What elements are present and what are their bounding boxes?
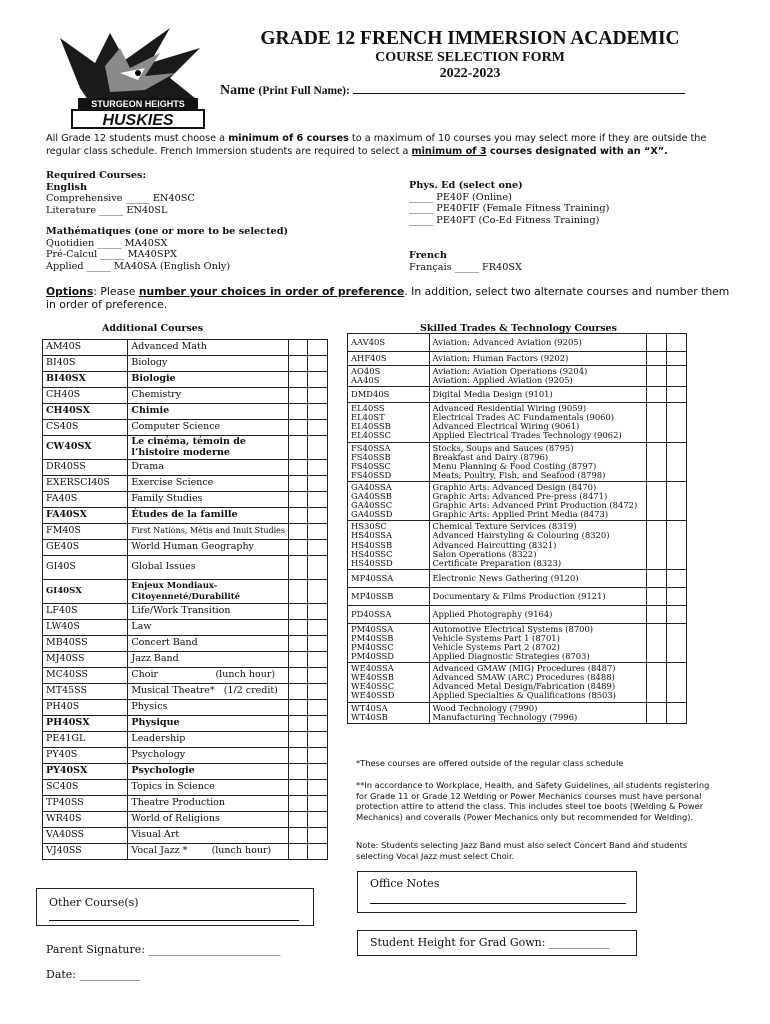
alternate-cell[interactable] — [667, 387, 687, 403]
course-name: Automotive Electrical Systems (8700) Vehicle Systems Part 1 (8701) Vehicle Systems Part 2 (8702) Applied Diagnostic Strategies (8703) — [429, 623, 647, 662]
alternate-cell[interactable] — [308, 388, 328, 404]
choice-cell[interactable] — [289, 340, 308, 356]
huskies-logo — [50, 18, 220, 130]
alternate-cell[interactable] — [308, 716, 328, 732]
table-row — [348, 521, 687, 569]
alternate-cell[interactable] — [308, 404, 328, 420]
form-subtitle: COURSE SELECTION FORM — [375, 50, 565, 65]
course-name: Family Studies — [128, 492, 289, 508]
alternate-cell[interactable] — [308, 620, 328, 636]
svg-text:HUSKIES: HUSKIES — [102, 112, 174, 129]
course-name: Aviation: Advanced Aviation (9205) — [429, 334, 647, 352]
table-row — [43, 404, 328, 420]
name-row — [220, 82, 685, 99]
alternate-cell[interactable] — [308, 540, 328, 556]
course-name: Law — [128, 620, 289, 636]
table-row — [43, 540, 328, 556]
alternate-cell[interactable] — [667, 623, 687, 662]
course-name: Psychologie — [128, 764, 289, 780]
table-row — [348, 387, 687, 403]
alternate-cell[interactable] — [308, 492, 328, 508]
math-option[interactable]: Quotidien _____ MA40SX — [46, 237, 168, 249]
alternate-cell[interactable] — [308, 796, 328, 812]
course-code: PH40S — [43, 700, 128, 716]
table-row — [43, 844, 328, 860]
math-option[interactable]: Pré-Calcul _____ MA40SPX — [46, 249, 177, 260]
choice-cell[interactable] — [289, 700, 308, 716]
table-row — [43, 524, 328, 540]
choice-cell[interactable] — [289, 556, 308, 580]
course-code: GI40SX — [43, 580, 128, 604]
course-name: Topics in Science — [128, 780, 289, 796]
choice-cell[interactable] — [289, 404, 308, 420]
course-name: Physics — [128, 700, 289, 716]
table-row — [43, 460, 328, 476]
student-height-box[interactable] — [357, 930, 637, 956]
english-option[interactable]: Comprehensive _____ EN40SC — [46, 193, 195, 204]
table-row — [348, 334, 687, 352]
course-code: LW40S — [43, 620, 128, 636]
alternate-cell[interactable] — [667, 334, 687, 352]
course-code: EL40SS EL40ST EL40SSB EL40SSC — [348, 403, 430, 442]
required-english: Required Courses: English Comprehensive _____ EN40SC Literature _____ EN40SL — [46, 170, 195, 216]
course-code: PD40SSA — [348, 605, 430, 623]
course-code: CS40S — [43, 420, 128, 436]
choice-cell[interactable] — [289, 476, 308, 492]
parent-signature-field[interactable]: Parent Signature: ________________________ — [46, 943, 281, 956]
table-row — [43, 492, 328, 508]
course-code: MJ40SS — [43, 652, 128, 668]
choice-cell[interactable] — [647, 442, 667, 481]
course-code: GI40S — [43, 556, 128, 580]
alternate-cell[interactable] — [308, 812, 328, 828]
alternate-cell[interactable] — [308, 476, 328, 492]
course-code: BI40SX — [43, 372, 128, 388]
choice-cell[interactable] — [289, 780, 308, 796]
table-row — [43, 716, 328, 732]
course-code: MP40SSB — [348, 587, 430, 605]
course-code: CW40SX — [43, 436, 128, 460]
course-name: World of Religions — [128, 812, 289, 828]
french-block: French Français _____ FR40SX — [409, 250, 522, 273]
course-code: WR40S — [43, 812, 128, 828]
alternate-cell[interactable] — [308, 372, 328, 388]
course-code: AHF40S — [348, 352, 430, 366]
course-name: Vocal Jazz * (lunch hour) — [128, 844, 289, 860]
course-name: Applied Photography (9164) — [429, 605, 647, 623]
choice-cell[interactable] — [289, 540, 308, 556]
alternate-cell[interactable] — [308, 356, 328, 372]
alternate-cell[interactable] — [667, 481, 687, 520]
course-name: Le cinéma, témoin de l’histoire moderne — [128, 436, 289, 460]
course-code: FA40S — [43, 492, 128, 508]
choice-cell[interactable] — [289, 508, 308, 524]
course-code: MP40SSA — [348, 569, 430, 587]
choice-cell[interactable] — [289, 828, 308, 844]
course-name: Chemical Texture Services (8319) Advanced Hairstyling & Colouring (8320) Advanced Haircutting (8321) Salon Operations (8322) Certificate Preparation (8323) — [429, 521, 647, 569]
choice-cell[interactable] — [289, 436, 308, 460]
table-row — [348, 352, 687, 366]
choice-cell[interactable] — [647, 623, 667, 662]
table-row — [348, 702, 687, 723]
course-code: AO40S AA40S — [348, 366, 430, 387]
office-notes-line[interactable] — [370, 903, 626, 904]
course-name: Advanced Residential Wiring (9059) Electrical Trades AC Fundamentals (9060) Advanced Electrical Wiring (9061) Applied Electrical Trades Technology (9062) — [429, 403, 647, 442]
other-courses-label: Other Course(s) — [49, 896, 139, 909]
form-title: GRADE 12 FRENCH IMMERSION ACADEMIC — [260, 28, 680, 49]
table-row — [43, 580, 328, 604]
choice-cell[interactable] — [289, 844, 308, 860]
office-notes-box — [357, 871, 637, 913]
course-name: Visual Art — [128, 828, 289, 844]
course-code: FA40SX — [43, 508, 128, 524]
table-row — [348, 605, 687, 623]
school-year: 2022-2023 — [439, 66, 501, 81]
table-row — [348, 623, 687, 662]
table-row — [348, 587, 687, 605]
alternate-cell[interactable] — [308, 636, 328, 652]
table-row — [43, 476, 328, 492]
note-outside-schedule: *These courses are offered outside of the regular class schedule — [356, 758, 624, 768]
course-name: Biology — [128, 356, 289, 372]
table-row — [43, 668, 328, 684]
alternate-cell[interactable] — [308, 732, 328, 748]
table-row — [348, 366, 687, 387]
course-code: WT40SA WT40SB — [348, 702, 430, 723]
table-row — [43, 812, 328, 828]
table-row — [43, 828, 328, 844]
table-row — [43, 780, 328, 796]
table-row — [43, 764, 328, 780]
choice-cell[interactable] — [289, 580, 308, 604]
course-code: PY40S — [43, 748, 128, 764]
alternate-cell[interactable] — [667, 442, 687, 481]
svg-text:STURGEON HEIGHTS: STURGEON HEIGHTS — [91, 99, 185, 109]
course-code: GA40SSA GA40SSB GA40SSC GA40SSD — [348, 481, 430, 520]
course-name: World Human Geography — [128, 540, 289, 556]
math-block: Mathématiques (one or more to be selected) Quotidien _____ MA40SX Pré-Calcul _____ MA40SPX Applied _____ MA40SA (English Only) — [46, 226, 289, 272]
course-code: PE41GL — [43, 732, 128, 748]
alternate-cell[interactable] — [308, 652, 328, 668]
table-row — [43, 748, 328, 764]
choice-cell[interactable] — [647, 521, 667, 569]
choice-cell[interactable] — [289, 372, 308, 388]
table-row — [43, 620, 328, 636]
additional-courses-table — [42, 339, 328, 860]
table-row — [43, 340, 328, 356]
course-code: TP40SS — [43, 796, 128, 812]
alternate-cell[interactable] — [308, 436, 328, 460]
note-band-choir: Note: Students selecting Jazz Band must also select Concert Band and students selecting Vocal Jazz must select Choir. — [356, 840, 688, 861]
alternate-cell[interactable] — [308, 580, 328, 604]
course-code: DR40SS — [43, 460, 128, 476]
course-code: EXERSCI40S — [43, 476, 128, 492]
alternate-cell[interactable] — [667, 521, 687, 569]
course-name: Computer Science — [128, 420, 289, 436]
table-row — [348, 569, 687, 587]
course-name: Stocks, Soups and Sauces (8795) Breakfast and Dairy (8796) Menu Planning & Food Costing (8797) Meats, Poultry, Fish, and Seafood (8798) — [429, 442, 647, 481]
course-code: AAV40S — [348, 334, 430, 352]
table-row — [43, 556, 328, 580]
alternate-cell[interactable] — [667, 569, 687, 587]
course-name: Advanced Math — [128, 340, 289, 356]
course-name: Chimie — [128, 404, 289, 420]
course-name: Choir (lunch hour) — [128, 668, 289, 684]
table-row — [43, 732, 328, 748]
choice-cell[interactable] — [289, 716, 308, 732]
alternate-cell[interactable] — [667, 366, 687, 387]
course-code: VA40SS — [43, 828, 128, 844]
choice-cell[interactable] — [289, 764, 308, 780]
alternate-cell[interactable] — [308, 460, 328, 476]
table-row — [43, 436, 328, 460]
choice-cell[interactable] — [289, 652, 308, 668]
choice-cell[interactable] — [289, 604, 308, 620]
choice-cell[interactable] — [647, 334, 667, 352]
alternate-cell[interactable] — [308, 340, 328, 356]
course-name: Musical Theatre* (1/2 credit) — [128, 684, 289, 700]
choice-cell[interactable] — [647, 605, 667, 623]
choice-cell[interactable] — [289, 356, 308, 372]
note-safety: **In accordance to Workplace, Health, and Safety Guidelines, all students registering for Grade 11 or Grade 12 Welding or Power Mechanics courses must have personal protection attire to attend the class. This includes steel toe boots (Welding & Power Mechanics) and coveralls (Power Mechanics only but recommended for Welding). — [356, 780, 710, 822]
choice-cell[interactable] — [647, 569, 667, 587]
choice-cell[interactable] — [289, 668, 308, 684]
course-name: Life/Work Transition — [128, 604, 289, 620]
course-code: CH40SX — [43, 404, 128, 420]
choice-cell[interactable] — [647, 587, 667, 605]
course-code: MC40SS — [43, 668, 128, 684]
alternate-cell[interactable] — [308, 764, 328, 780]
course-name: Theatre Production — [128, 796, 289, 812]
skilled-trades-heading: Skilled Trades & Technology Courses — [420, 323, 617, 334]
alternate-cell[interactable] — [308, 604, 328, 620]
course-code: BI40S — [43, 356, 128, 372]
name-field[interactable] — [353, 82, 685, 94]
alternate-cell[interactable] — [308, 828, 328, 844]
course-code: PY40SX — [43, 764, 128, 780]
phys-option[interactable]: _____ PE40F (Online) — [409, 191, 512, 203]
table-row — [43, 636, 328, 652]
table-row — [43, 700, 328, 716]
table-row — [43, 372, 328, 388]
table-row — [43, 356, 328, 372]
choice-cell[interactable] — [289, 748, 308, 764]
choice-cell[interactable] — [647, 352, 667, 366]
choice-cell[interactable] — [289, 492, 308, 508]
table-row — [348, 481, 687, 520]
table-row — [43, 420, 328, 436]
course-name: Aviation: Human Factors (9202) — [429, 352, 647, 366]
phys-option[interactable]: _____ PE40FT (Co-Ed Fitness Training) — [409, 214, 600, 226]
course-name: Chemistry — [128, 388, 289, 404]
course-code: HS30SC HS40SSA HS40SSB HS40SSC HS40SSD — [348, 521, 430, 569]
choice-cell[interactable] — [647, 387, 667, 403]
course-code: WE40SSA WE40SSB WE40SSC WE40SSD — [348, 663, 430, 702]
course-name: Physique — [128, 716, 289, 732]
choice-cell[interactable] — [289, 732, 308, 748]
course-code: AM40S — [43, 340, 128, 356]
table-row — [348, 403, 687, 442]
table-row — [43, 796, 328, 812]
alternate-cell[interactable] — [308, 780, 328, 796]
course-code: CH40S — [43, 388, 128, 404]
alternate-cell[interactable] — [308, 844, 328, 860]
course-name: Global Issues — [128, 556, 289, 580]
english-option[interactable]: Literature _____ EN40SL — [46, 204, 168, 216]
course-code: PH40SX — [43, 716, 128, 732]
course-code: FS40SSA FS40SSB FS40SSC FS40SSD — [348, 442, 430, 481]
alternate-cell[interactable] — [667, 403, 687, 442]
alternate-cell[interactable] — [308, 668, 328, 684]
course-name: Advanced GMAW (MIG) Procedures (8487) Advanced SMAW (ARC) Procedures (8488) Advanced Metal Design/Fabrication (8489) Applied Specialties & Qualifications (8503) — [429, 663, 647, 702]
skilled-trades-table — [347, 333, 687, 724]
course-name: Leadership — [128, 732, 289, 748]
office-notes-label: Office Notes — [370, 877, 440, 890]
choice-cell[interactable] — [289, 812, 308, 828]
course-name: Psychology — [128, 748, 289, 764]
name-hint: (Print Full Name): — [258, 85, 350, 97]
choice-cell[interactable] — [289, 388, 308, 404]
course-code: DMD40S — [348, 387, 430, 403]
course-code: MB40SS — [43, 636, 128, 652]
choice-cell[interactable] — [289, 796, 308, 812]
other-courses-line[interactable] — [49, 920, 299, 921]
alternate-cell[interactable] — [667, 587, 687, 605]
choice-cell[interactable] — [289, 636, 308, 652]
phys-ed-block: Phys. Ed (select one) _____ PE40F (Online) _____ PE40FIF (Female Fitness Training) _____ PE40FT (Co-Ed Fitness Training) — [409, 180, 610, 226]
table-row — [43, 604, 328, 620]
choice-cell[interactable] — [289, 524, 308, 540]
alternate-cell[interactable] — [308, 508, 328, 524]
course-name: Études de la famille — [128, 508, 289, 524]
course-code: GE40S — [43, 540, 128, 556]
course-code: LF40S — [43, 604, 128, 620]
course-name: Enjeux Mondiaux- Citoyenneté/Durabilité — [128, 580, 289, 604]
course-name: Digital Media Design (9101) — [429, 387, 647, 403]
course-name: Electronic News Gathering (9120) — [429, 569, 647, 587]
choice-cell[interactable] — [647, 663, 667, 702]
course-name: Documentary & Films Production (9121) — [429, 587, 647, 605]
course-code: SC40S — [43, 780, 128, 796]
alternate-cell[interactable] — [667, 352, 687, 366]
course-name: Concert Band — [128, 636, 289, 652]
choice-cell[interactable] — [647, 366, 667, 387]
course-name: First Nations, Métis and Inuit Studies — [128, 524, 289, 540]
choice-cell[interactable] — [289, 684, 308, 700]
alternate-cell[interactable] — [667, 605, 687, 623]
course-name: Aviation: Aviation Operations (9204) Aviation: Applied Aviation (9205) — [429, 366, 647, 387]
choice-cell[interactable] — [289, 620, 308, 636]
name-label: Name — [220, 83, 255, 98]
course-name: Graphic Arts: Advanced Design (8470) Graphic Arts: Advanced Pre-press (8471) Graphic Arts: Advanced Print Production (8472) Graphic Arts: Applied Print Media (8473) — [429, 481, 647, 520]
course-name: Jazz Band — [128, 652, 289, 668]
alternate-cell[interactable] — [308, 748, 328, 764]
table-row — [43, 388, 328, 404]
choice-cell[interactable] — [647, 481, 667, 520]
other-courses-box — [36, 888, 314, 926]
alternate-cell[interactable] — [308, 556, 328, 580]
alternate-cell[interactable] — [667, 663, 687, 702]
alternate-cell[interactable] — [308, 524, 328, 540]
table-row — [348, 663, 687, 702]
course-name: Exercise Science — [128, 476, 289, 492]
alternate-cell[interactable] — [667, 702, 687, 723]
alternate-cell[interactable] — [308, 700, 328, 716]
choice-cell[interactable] — [647, 702, 667, 723]
choice-cell[interactable] — [289, 460, 308, 476]
course-code: PM40SSA PM40SSB PM40SSC PM40SSD — [348, 623, 430, 662]
course-code: MT45SS — [43, 684, 128, 700]
french-option[interactable]: Français _____ FR40SX — [409, 261, 522, 273]
table-row — [43, 684, 328, 700]
choice-cell[interactable] — [647, 403, 667, 442]
alternate-cell[interactable] — [308, 420, 328, 436]
intro-text: All Grade 12 students must choose a minimum of 6 courses to a maximum of 10 courses you may select more if they are outside the regular class schedule. French Immersion students are required to select a minimum of 3 courses designated with an “X”. — [46, 133, 707, 157]
course-name: Wood Technology (7990) Manufacturing Technology (7996) — [429, 702, 647, 723]
alternate-cell[interactable] — [308, 684, 328, 700]
additional-courses-heading: Additional Courses — [102, 323, 204, 334]
table-row — [43, 508, 328, 524]
course-code: FM40S — [43, 524, 128, 540]
math-option[interactable]: Applied _____ MA40SA (English Only) — [46, 260, 231, 272]
choice-cell[interactable] — [289, 420, 308, 436]
phys-option[interactable]: _____ PE40FIF (Female Fitness Training) — [409, 203, 610, 214]
date-field[interactable]: Date: ___________ — [46, 968, 141, 981]
table-row — [43, 652, 328, 668]
table-row — [348, 442, 687, 481]
student-height-label: Student Height for Grad Gown: ___________ — [370, 936, 610, 949]
course-code: VJ40SS — [43, 844, 128, 860]
course-name: Biologie — [128, 372, 289, 388]
course-name: Drama — [128, 460, 289, 476]
options-instructions: Options: Please number your choices in order of preference. In addition, select two alternate courses and number them in order of preference. — [46, 285, 730, 311]
